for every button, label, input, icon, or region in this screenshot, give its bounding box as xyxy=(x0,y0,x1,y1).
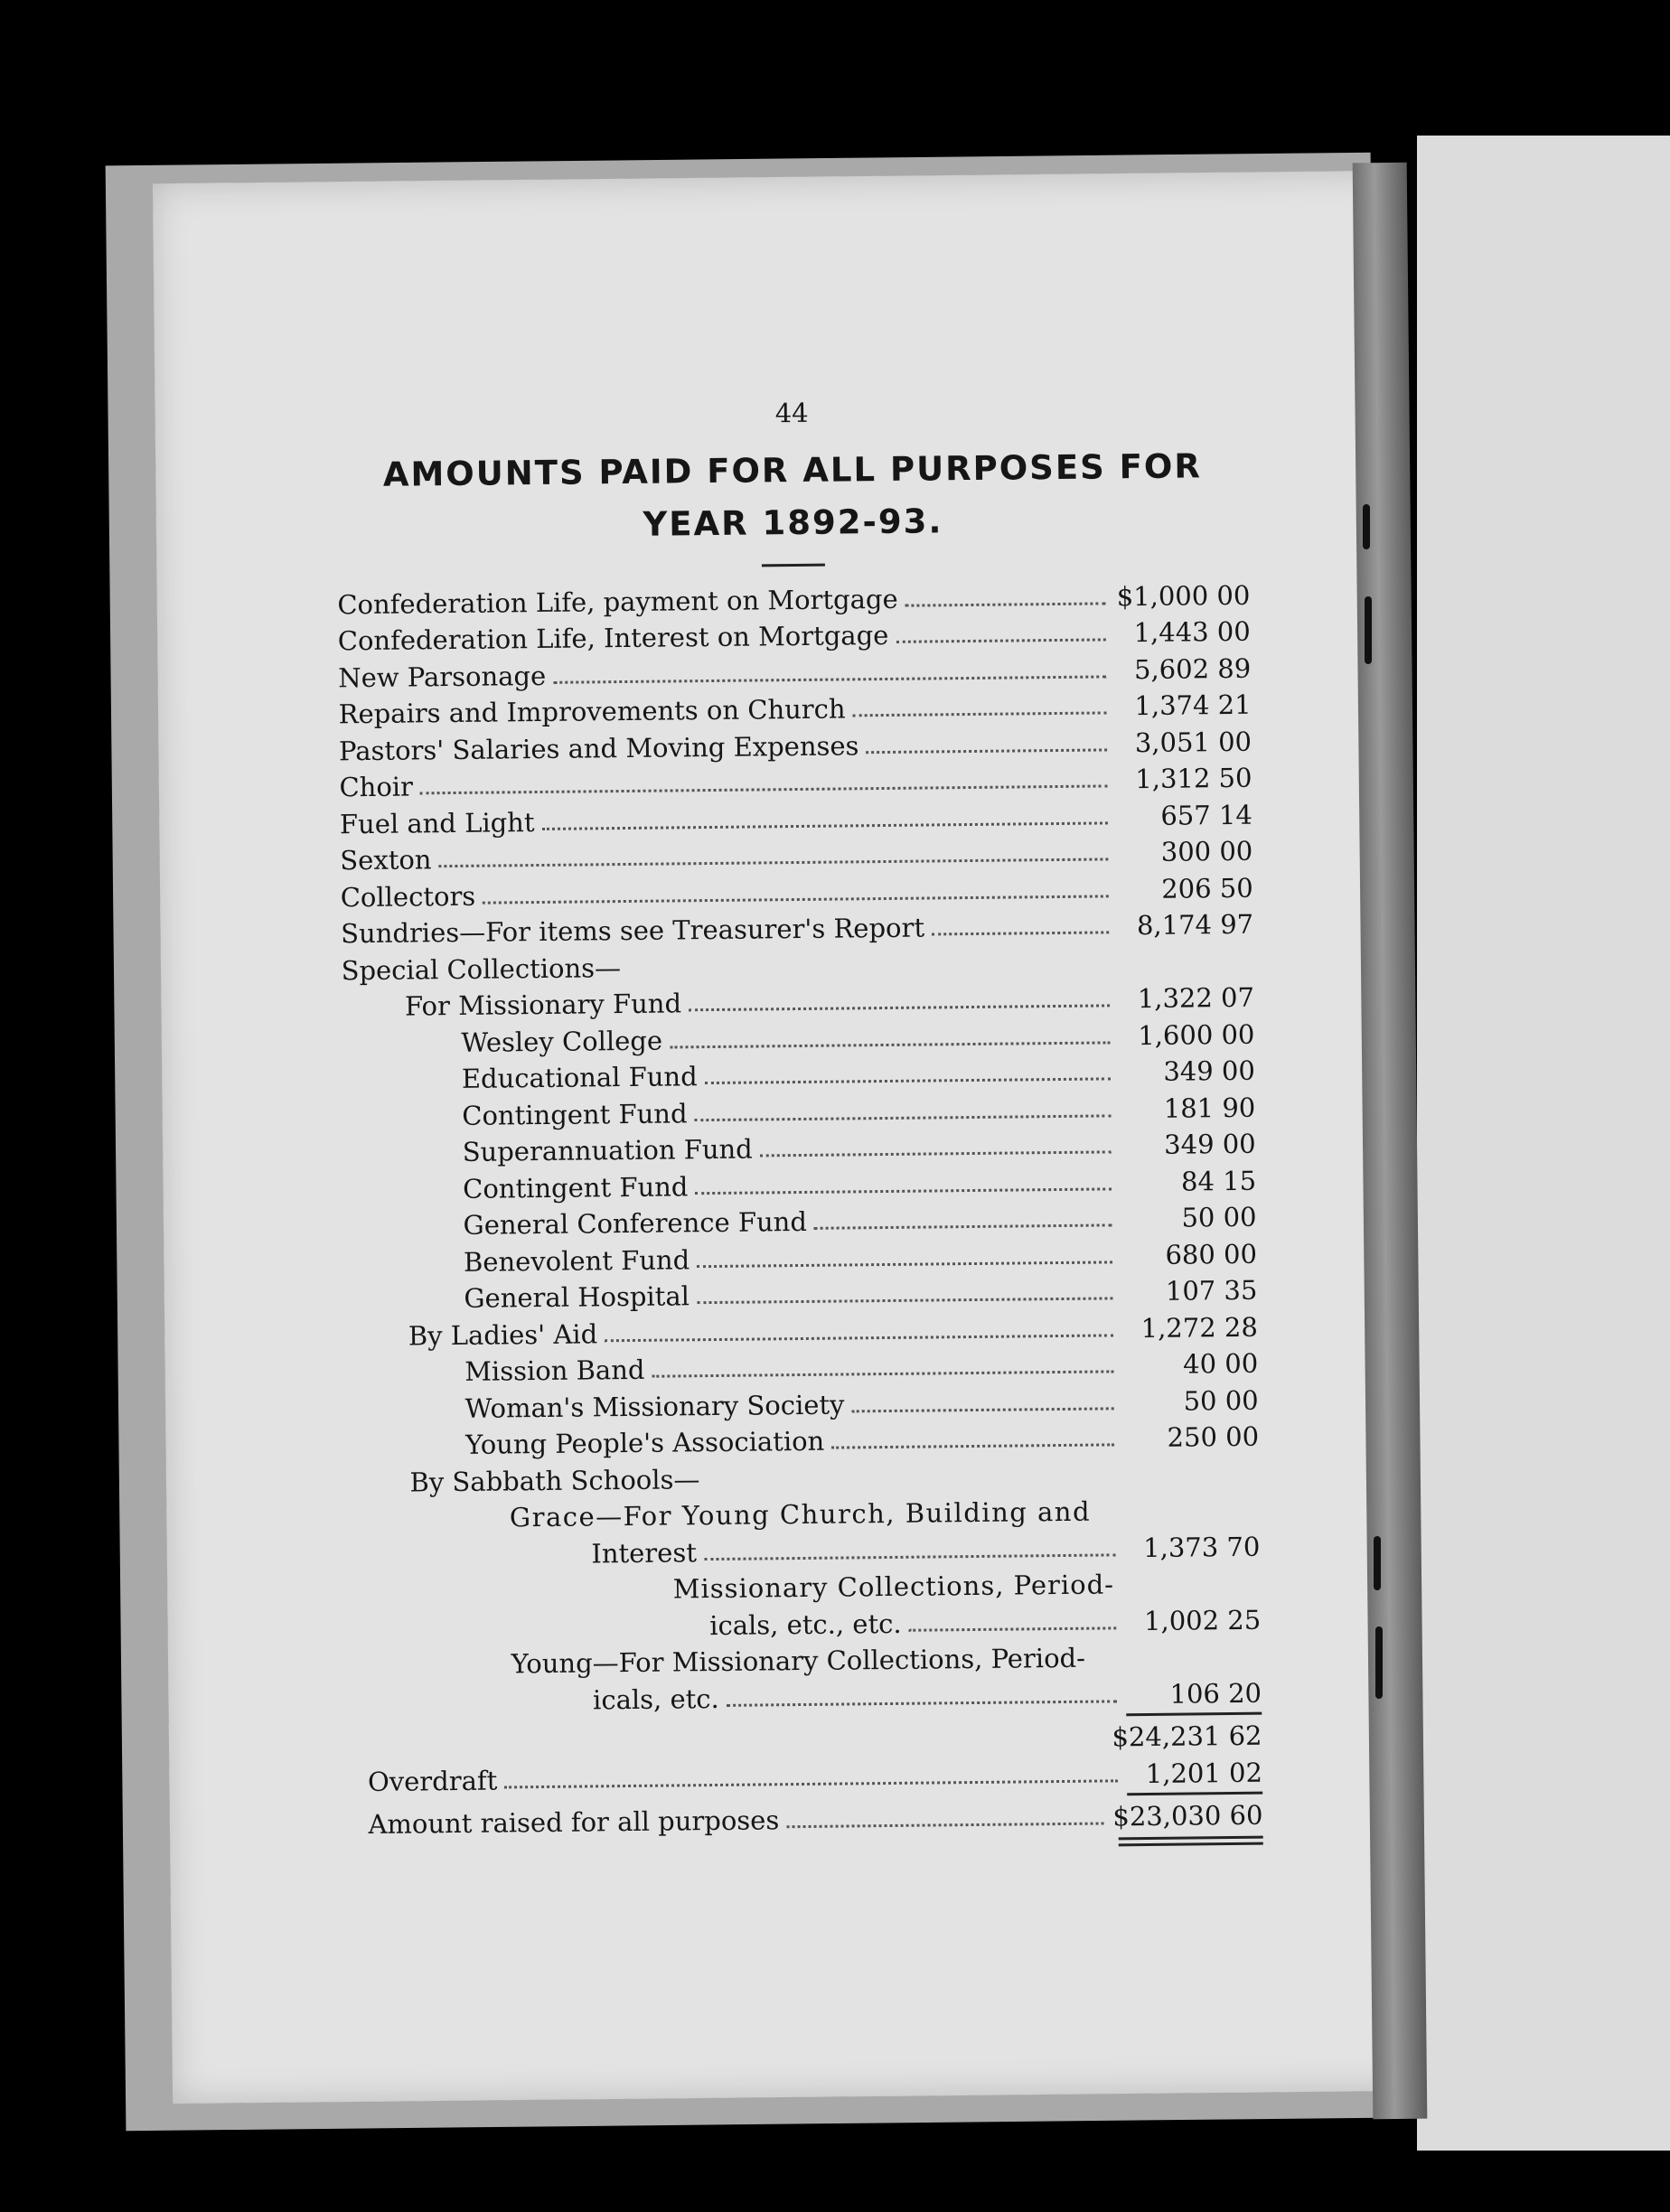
row-amount: 349 00 xyxy=(1164,1128,1256,1160)
row-label: Sundries—For items see Treasurer's Report xyxy=(341,912,925,950)
row-amount: 40 00 xyxy=(1183,1347,1259,1380)
dot-leader xyxy=(867,747,1108,754)
row-amount: 206 50 xyxy=(1161,872,1253,904)
expense-ledger xyxy=(337,574,1263,1848)
row-amount: $1,000 00 xyxy=(1116,579,1251,612)
binding-staple-mark xyxy=(1374,1536,1381,1590)
dot-leader xyxy=(905,601,1106,606)
dot-leader xyxy=(483,894,1109,904)
row-label: Special Collections— xyxy=(341,951,622,986)
binding-staple-mark xyxy=(1365,596,1372,664)
final-total-row xyxy=(350,1794,1262,1840)
row-amount: 107 35 xyxy=(1165,1274,1258,1307)
row-amount: 181 90 xyxy=(1163,1092,1256,1124)
row-label: Interest xyxy=(591,1536,698,1569)
spacer xyxy=(357,1745,1103,1754)
row-label: Sexton xyxy=(340,844,432,876)
page-number: 44 xyxy=(774,397,809,429)
row-label: For Missionary Fund xyxy=(404,988,682,1022)
dot-leader xyxy=(705,1076,1111,1084)
row-label: Collectors xyxy=(340,880,476,913)
row-label: New Parsonage xyxy=(338,660,547,693)
row-label: Contingent Fund xyxy=(462,1097,688,1131)
row-amount: 1,002 25 xyxy=(1143,1604,1262,1636)
row-amount: 1,312 50 xyxy=(1135,762,1252,795)
dot-leader xyxy=(814,1223,1112,1229)
row-label: Fuel and Light xyxy=(339,806,535,839)
dot-leader xyxy=(786,1822,1103,1829)
row-amount: 50 00 xyxy=(1183,1384,1259,1417)
row-label: Pastors' Salaries and Moving Expenses xyxy=(338,729,859,766)
row-amount: 3,051 00 xyxy=(1134,726,1252,758)
row-label: Confederation Life, Interest on Mortgage xyxy=(337,619,889,657)
dot-leader xyxy=(695,1186,1112,1195)
row-amount: 1,374 21 xyxy=(1134,689,1252,722)
overdraft-label: Overdraft xyxy=(367,1765,498,1797)
dot-leader xyxy=(697,1296,1113,1304)
row-label: Young—For Missionary Collections, Period- xyxy=(511,1642,1086,1680)
row-label: Woman's Missionary Society xyxy=(464,1388,845,1424)
dot-leader xyxy=(760,1149,1112,1157)
title-line-2: YEAR 1892-93. xyxy=(643,501,943,544)
row-label: Wesley College xyxy=(461,1025,663,1058)
dot-leader xyxy=(652,1369,1114,1377)
dot-leader xyxy=(704,1552,1116,1561)
dot-leader xyxy=(909,1626,1117,1631)
dot-leader xyxy=(695,1113,1112,1121)
binding-staple-mark xyxy=(1375,1626,1383,1699)
dot-leader xyxy=(504,1778,1118,1788)
row-amount: 300 00 xyxy=(1160,835,1253,867)
row-amount: 50 00 xyxy=(1181,1201,1257,1233)
row-label: Grace—For Young Church, Building and xyxy=(509,1495,1092,1533)
binding-staple-mark xyxy=(1363,504,1370,549)
row-label: Confederation Life, payment on Mortgage xyxy=(337,583,898,620)
row-label: Superannuation Fund xyxy=(462,1133,753,1167)
dot-leader xyxy=(831,1442,1114,1448)
row-label: icals, etc. xyxy=(592,1682,719,1715)
row-label: By Ladies' Aid xyxy=(408,1317,598,1352)
overdraft-amount: 1,201 02 xyxy=(1145,1757,1263,1789)
dot-leader xyxy=(420,783,1108,794)
dot-leader xyxy=(932,930,1109,935)
row-amount: 1,322 07 xyxy=(1137,981,1255,1015)
row-amount: 657 14 xyxy=(1160,799,1253,831)
row-label: Educational Fund xyxy=(461,1061,698,1094)
final-total-label: Amount raised for all purposes xyxy=(368,1804,780,1841)
row-amount: 250 00 xyxy=(1167,1420,1260,1453)
row-label: Repairs and Improvements on Church xyxy=(338,693,846,730)
row-amount: 1,443 00 xyxy=(1133,615,1251,649)
row-label: icals, etc., etc. xyxy=(709,1607,902,1641)
row-label: Benevolent Fund xyxy=(463,1243,690,1278)
dot-leader xyxy=(896,637,1105,642)
facing-page xyxy=(1417,136,1670,2151)
title-line-1: AMOUNTS PAID FOR ALL PURPOSES FOR xyxy=(382,446,1203,494)
row-label: Contingent Fund xyxy=(462,1170,689,1204)
row-amount: 106 20 xyxy=(1169,1677,1262,1710)
page-title xyxy=(336,440,1250,555)
row-amount: 84 15 xyxy=(1180,1165,1257,1197)
row-amount: 8,174 97 xyxy=(1136,908,1254,942)
dot-leader xyxy=(605,1333,1113,1342)
row-amount: 680 00 xyxy=(1165,1238,1258,1270)
dot-leader xyxy=(553,674,1106,683)
row-label: Young People's Association xyxy=(464,1425,825,1460)
row-amount: 1,600 00 xyxy=(1138,1018,1255,1051)
row-amount: 1,373 70 xyxy=(1143,1531,1261,1563)
row-amount: 1,272 28 xyxy=(1140,1311,1258,1344)
final-total-amount: $23,030 60 xyxy=(1112,1799,1263,1832)
dot-leader xyxy=(727,1699,1117,1707)
row-amount: 349 00 xyxy=(1163,1054,1255,1087)
row-label: Choir xyxy=(339,771,414,803)
dot-leader xyxy=(670,1040,1110,1048)
subtotal-amount: $24,231 62 xyxy=(1112,1720,1262,1753)
row-label: General Hospital xyxy=(464,1280,690,1314)
row-label: General Conference Fund xyxy=(463,1205,808,1241)
final-double-rule xyxy=(1119,1836,1263,1841)
dot-leader xyxy=(851,1406,1113,1412)
page-content xyxy=(335,393,1264,1956)
dot-leader xyxy=(439,857,1109,867)
row-label: Missionary Collections, Period- xyxy=(672,1569,1115,1605)
dot-leader xyxy=(542,820,1108,830)
dot-leader xyxy=(853,710,1107,717)
title-rule xyxy=(762,564,825,567)
row-amount: 5,602 89 xyxy=(1133,652,1252,685)
dot-leader xyxy=(689,1003,1110,1011)
row-label: By Sabbath Schools— xyxy=(409,1463,700,1498)
row-label: Mission Band xyxy=(464,1354,645,1387)
dot-leader xyxy=(697,1260,1112,1268)
